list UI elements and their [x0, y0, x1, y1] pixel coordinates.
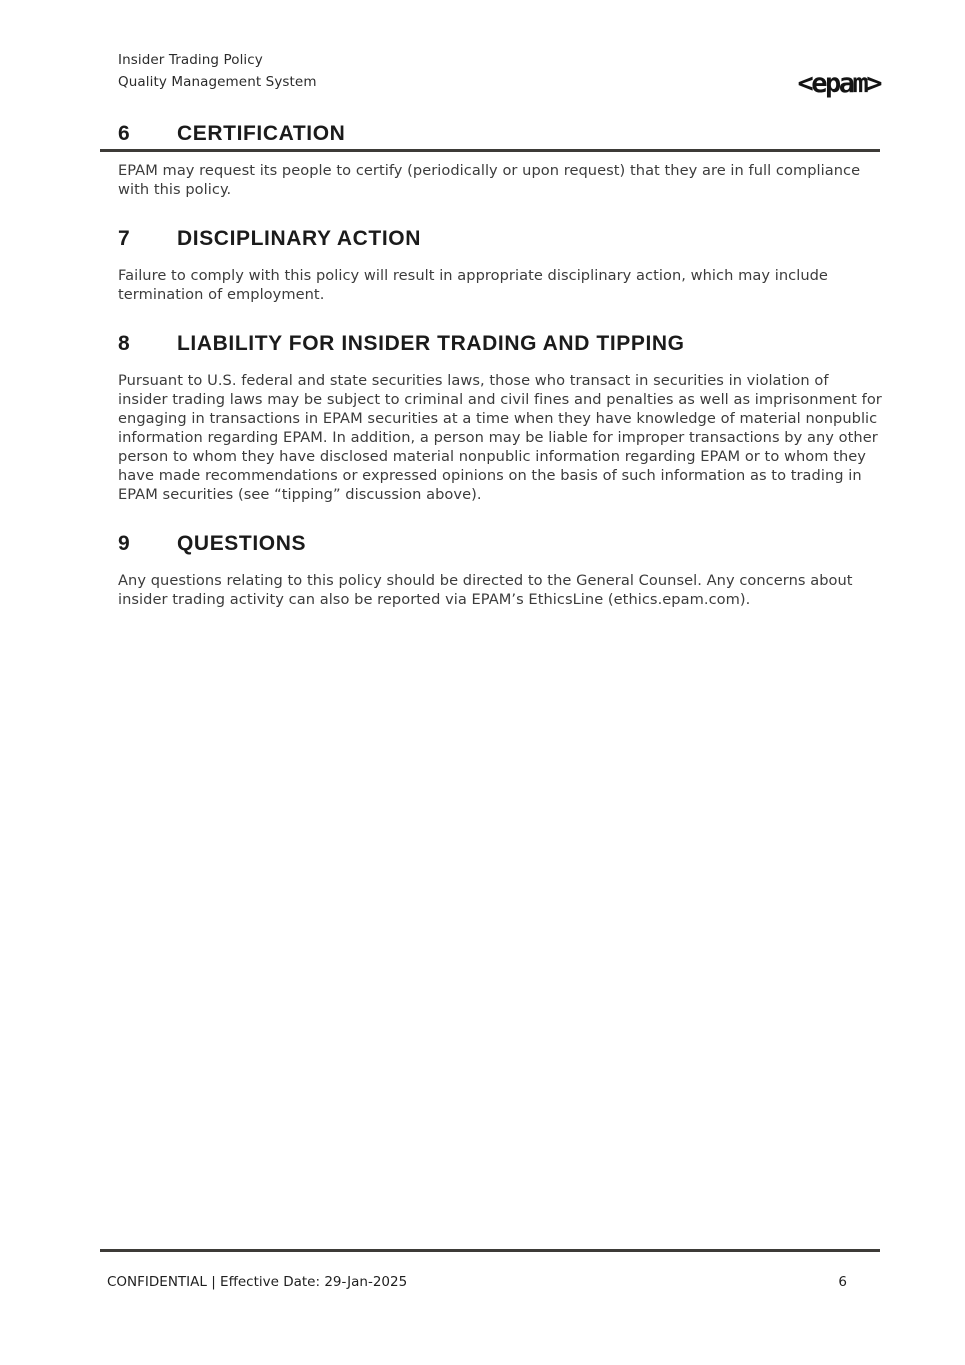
- section-body: [118, 371, 882, 504]
- footer-page-number: 6: [838, 1274, 847, 1290]
- paragraph: Failure to comply with this policy will result in appropriate disciplinary action, which may include termination of employment.: [118, 267, 828, 303]
- page-header: [118, 52, 880, 99]
- paragraph: EPAM may request its people to certify (periodically or upon request) that they are in full compliance with this policy.: [118, 162, 861, 198]
- section-number: 9: [118, 532, 131, 555]
- section-questions: [118, 532, 882, 609]
- section-heading: [118, 122, 882, 146]
- section-title: QUESTIONS: [177, 532, 307, 555]
- section-title: LIABILITY FOR INSIDER TRADING AND TIPPING: [177, 332, 685, 355]
- section-title: DISCIPLINARY ACTION: [177, 227, 421, 250]
- section-number: 7: [118, 227, 131, 250]
- epam-logo: <epam>: [797, 68, 880, 99]
- header-document-subtitle: Quality Management System: [118, 74, 317, 90]
- section-body: [118, 161, 882, 199]
- page-footer: [107, 1274, 880, 1290]
- section-disciplinary-action: [118, 227, 882, 304]
- header-document-title: Insider Trading Policy: [118, 52, 263, 68]
- section-body: [118, 571, 882, 609]
- section-number: 6: [118, 122, 131, 145]
- document-content: [118, 118, 882, 609]
- section-heading: [118, 227, 882, 251]
- section-number: 8: [118, 332, 131, 355]
- section-heading: [118, 532, 882, 556]
- footer-divider: [100, 1249, 880, 1252]
- section-certification: [118, 122, 882, 199]
- paragraph: Pursuant to U.S. federal and state securities laws, those who transact in securities in violation of insider trading laws may be subject to criminal and civil fines and penalties as well as imprisonment for engaging in transactions in EPAM securities at a time when they have knowledge of material nonpublic information regarding EPAM. In addition, a person may be liable for improper transactions by any other person to whom they have disclosed material nonpublic information regarding EPAM or to whom they have made recommendations or expressed opinions on the basis of such information as to trading in EPAM securities (see “tipping” discussion above).: [118, 372, 882, 503]
- section-liability: [118, 332, 882, 504]
- footer-confidential-text: CONFIDENTIAL | Effective Date: 29-Jan-2025: [107, 1274, 408, 1290]
- header-text-block: [118, 52, 880, 90]
- section-title: CERTIFICATION: [177, 122, 346, 145]
- section-body: [118, 266, 882, 304]
- paragraph: Any questions relating to this policy should be directed to the General Counsel. Any concerns about insider trading activity can also be reported via EPAM’s EthicsLine (ethics.epam.com).: [118, 572, 853, 608]
- section-heading: [118, 332, 882, 356]
